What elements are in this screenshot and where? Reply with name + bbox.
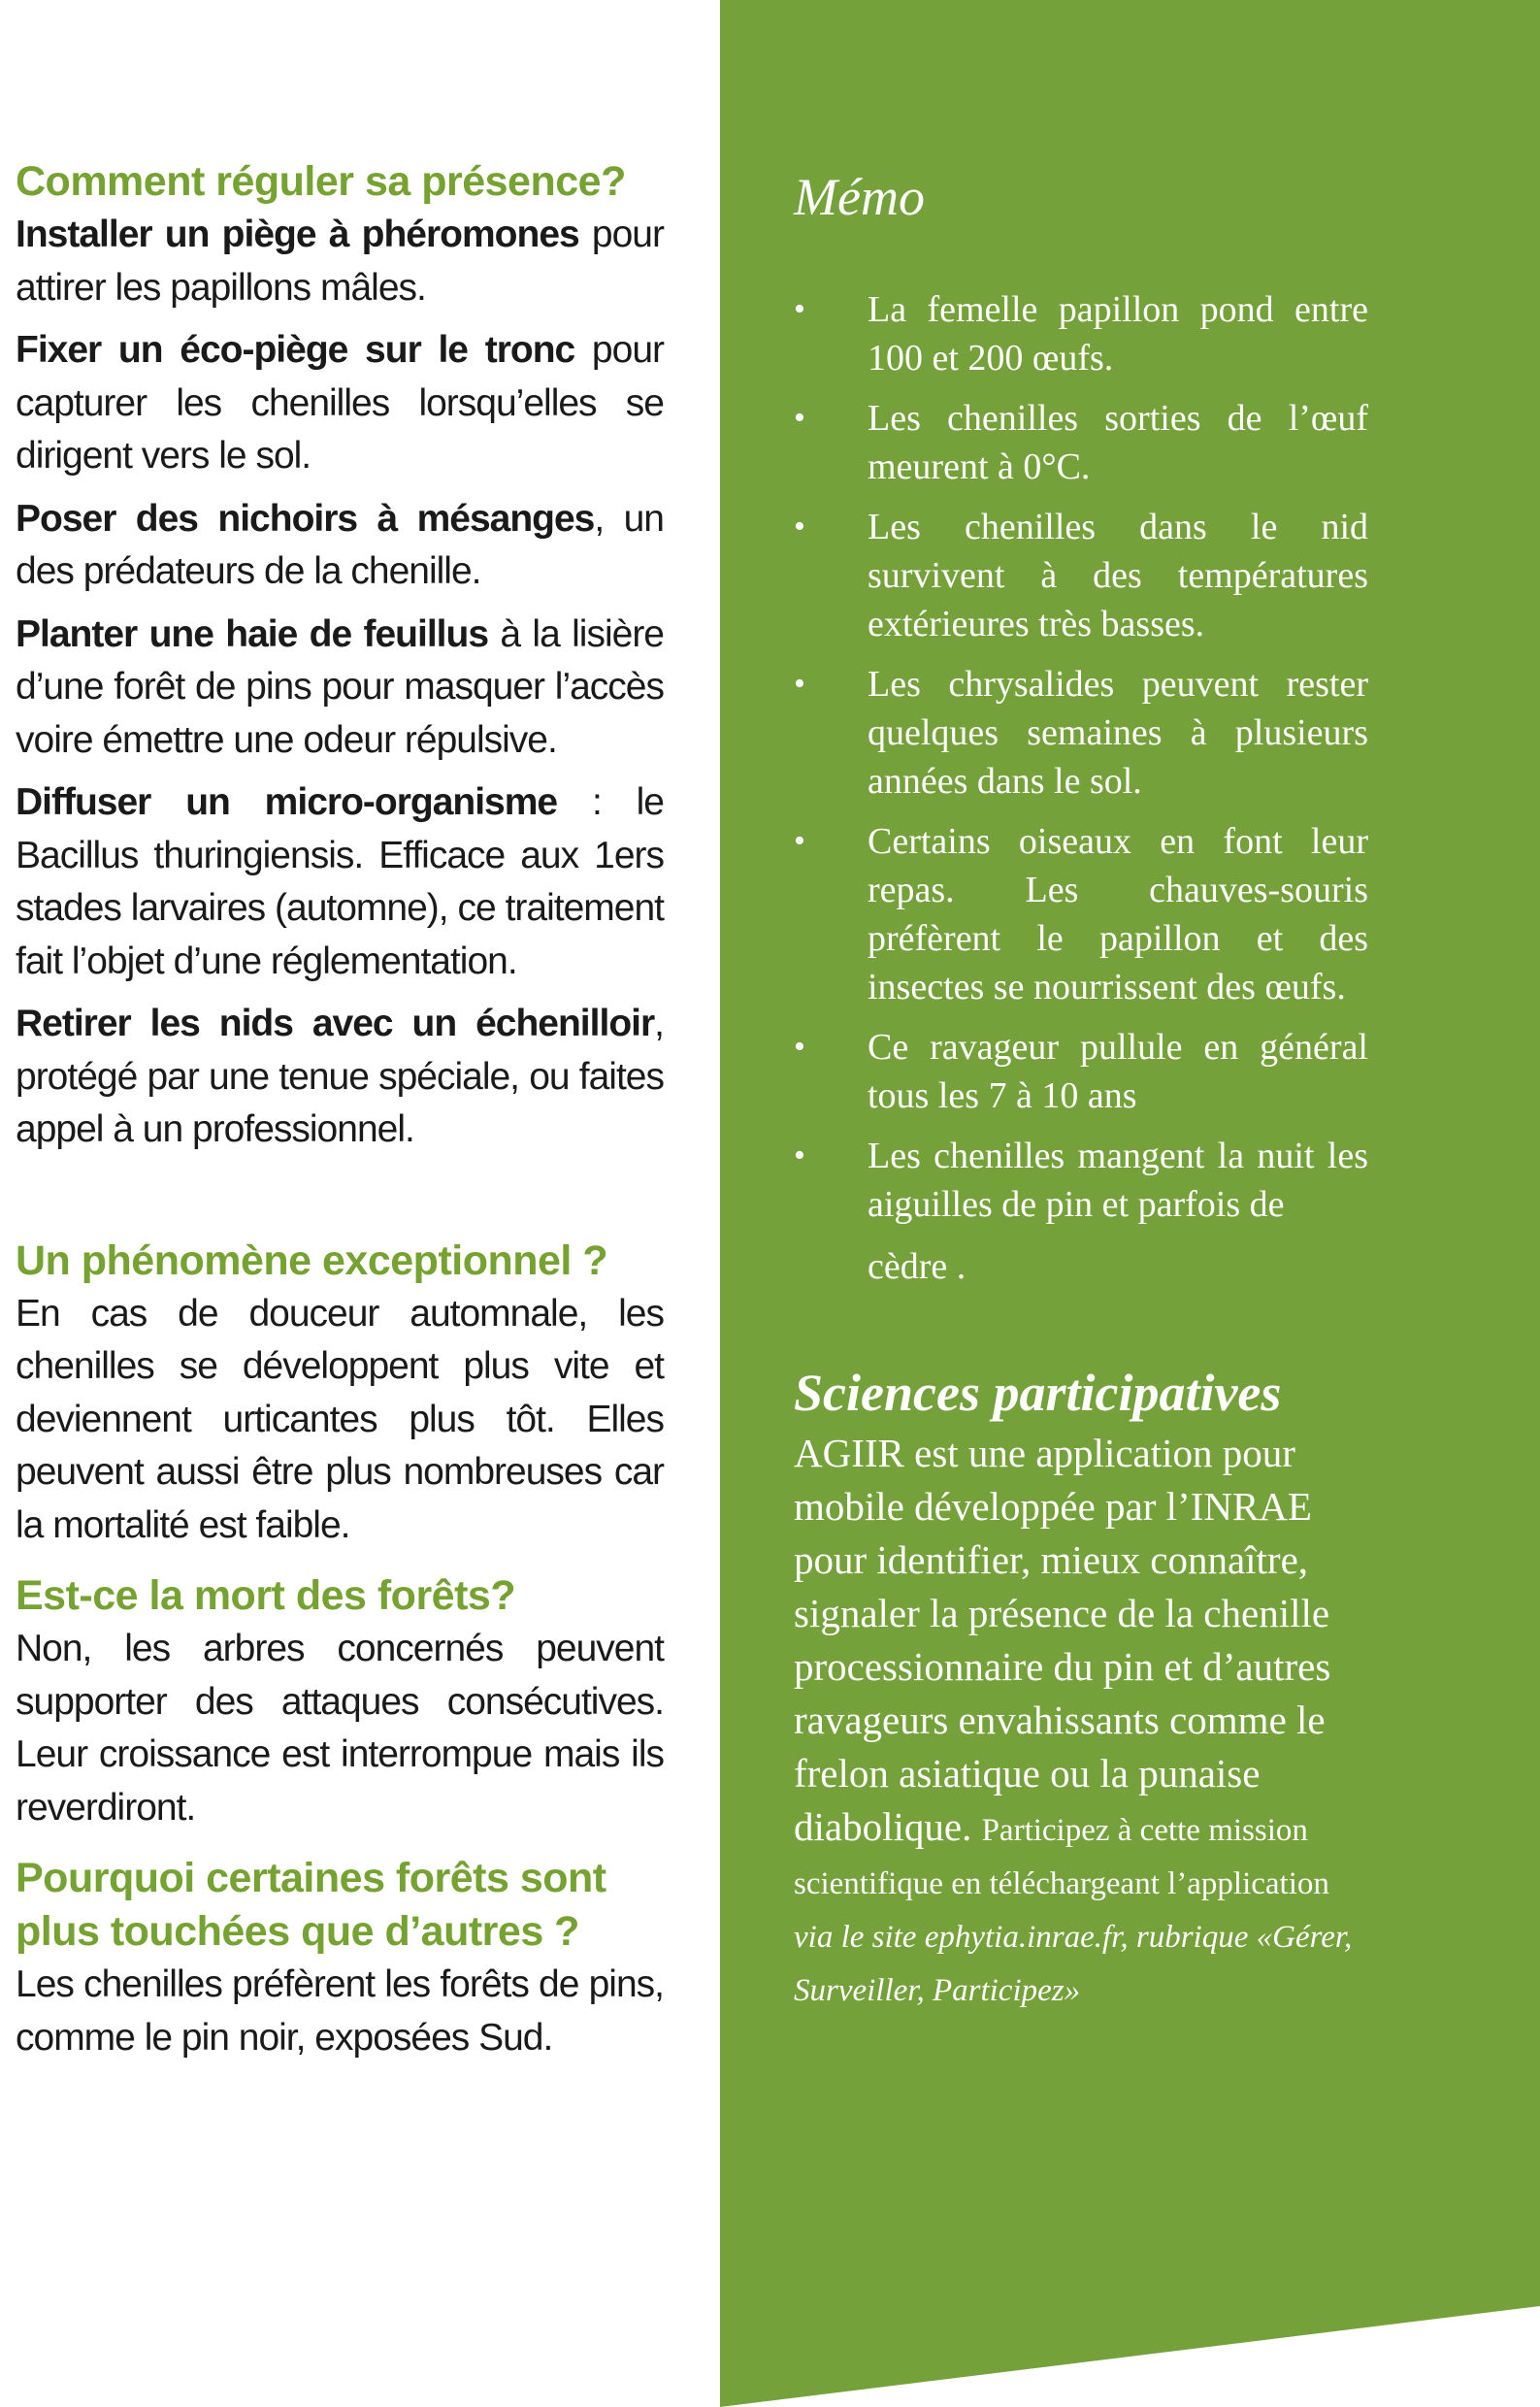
bullet-icon: • <box>794 509 805 544</box>
memo-list <box>794 285 1368 1291</box>
memo-title: Mémo <box>794 168 925 226</box>
bullet-icon: • <box>794 1029 805 1065</box>
memo-item: • Ce ravageur pullule en général tous les 7 à 10 ans <box>794 1023 1368 1120</box>
tip-pheromone-trap: Installer un piège à phéromones pour attirer les papillons mâles. <box>16 214 664 309</box>
right-column <box>794 163 1368 2014</box>
bullet-icon: • <box>794 1138 805 1173</box>
bullet-icon: • <box>794 291 805 327</box>
text-exceptional: En cas de douceur automnale, les chenilles se développent plus vite et deviennent urticantes plus tôt. Elles peuvent aussi être plus nombreuses car la mortalité est faible. <box>16 1292 664 1546</box>
heading-regulate: Comment réguler sa présence? <box>16 158 626 205</box>
heading-forest-death: Est-ce la mort des forêts? <box>16 1572 516 1619</box>
section-regulate <box>16 155 664 1157</box>
bullet-icon: • <box>794 666 805 702</box>
memo-item: • Certains oiseaux en font leur repas. Les chauves-souris préfèrent le papillon et des insectes se nourrissent des œufs. <box>794 817 1368 1011</box>
section-exceptional <box>16 1235 664 1553</box>
text-forest-death: Non, les arbres concernés peuvent supporter des attaques consécutives. Leur croissance est interrompue mais ils reverdiront. <box>16 1628 664 1829</box>
tip-hedge: Planter une haie de feuillus à la lisière d’une forêt de pins pour masquer l’accès voire émettre une odeur répulsive. <box>16 612 664 761</box>
sciences-title: Sciences participatives <box>794 1364 1282 1422</box>
bullet-icon: • <box>794 400 805 436</box>
memo-item: • Les chrysalides peuvent rester quelques semaines à plusieurs années dans le sol. <box>794 660 1368 806</box>
text-affected-forests: Les chenilles préfèrent les forêts de pins, comme le pin noir, exposées Sud. <box>16 1963 664 2059</box>
tip-eco-trap: Fixer un éco-piège sur le tronc pour capturer les chenilles lorsqu’elles se dirigent vers le sol. <box>16 329 664 477</box>
sciences-body: AGIIR est une application pour mobile développée par l’INRAE pour identifier, mieux connaître, signaler la présence de la chenille processionnaire du pin et d’autres ravageurs envahissants comme le frelon asiatique ou la punaise diabolique. Participez à cette mission scientifique en téléchargeant l’application via le site ephytia.inrae.fr, rubrique «Gérer, Surveiller, Participez» <box>794 1431 1353 2008</box>
tip-remove-nests: Retirer les nids avec un échenilloir, protégé par une tenue spéciale, ou faites appel à un professionnel. <box>16 1003 664 1150</box>
memo-item: • Les chenilles sorties de l’œuf meurent à 0°C. <box>794 394 1368 491</box>
tip-microorganism: Diffuser un micro-organisme : le Bacillus thuringiensis. Efficace aux 1ers stades larvaires (automne), ce traitement fait l’objet d’une réglementation. <box>16 781 664 982</box>
bullet-icon: • <box>794 823 805 859</box>
section-affected-forests <box>16 1852 664 2064</box>
heading-affected-forests: Pourquoi certaines forêts sont plus touchées que d’autres ? <box>16 1855 606 1955</box>
memo-item: • Les chenilles dans le nid survivent à des températures extérieures très basses. <box>794 503 1368 648</box>
left-column <box>16 155 664 2082</box>
memo-item: • Les chenilles mangent la nuit les aiguilles de pin et parfois de cèdre . <box>794 1132 1368 1291</box>
heading-exceptional: Un phénomène exceptionnel ? <box>16 1236 608 1284</box>
section-forest-death <box>16 1569 664 1834</box>
memo-item: • La femelle papillon pond entre 100 et 200 œufs. <box>794 285 1368 382</box>
tip-nest-boxes: Poser des nichoirs à mésanges, un des prédateurs de la chenille. <box>16 497 664 592</box>
